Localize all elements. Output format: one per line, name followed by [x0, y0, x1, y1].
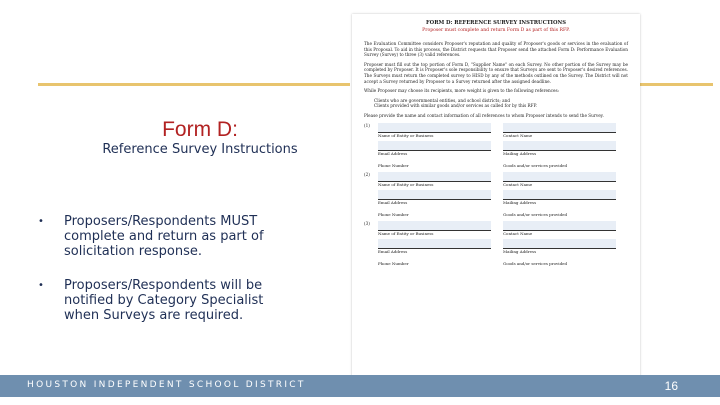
footer-bar: [0, 375, 720, 397]
fill-line: [503, 239, 616, 249]
field-label: Phone Number: [378, 162, 409, 168]
field-label: Contact Name: [503, 230, 533, 236]
field-label: Mailing Address: [503, 150, 537, 156]
fill-line: [503, 172, 616, 182]
field-label: Mailing Address: [503, 199, 537, 205]
slide-subtitle: Reference Survey Instructions: [102, 142, 298, 157]
field-label: Name of Entity or Business: [378, 132, 434, 138]
fill-line: [378, 221, 491, 231]
reference-number: (1): [364, 122, 370, 128]
form-paragraph: While Proposer may choose its recipients, more weight is given to the following references:: [364, 88, 560, 94]
bullet-text: Proposers/Respondents MUST complete and return as part of solicitation response.: [64, 214, 264, 259]
form-red-note: Proposer must complete and return Form D as part of this RFP.: [422, 28, 570, 33]
field-label: Phone Number: [378, 260, 409, 266]
form-list-item: Clients provided with similar goods and/or services as called for by this RFP.: [374, 103, 537, 109]
page-number: 16: [664, 379, 678, 393]
field-label: Email Address: [378, 199, 408, 205]
bullet-text: Proposers/Respondents will be notified by Category Specialist when Surveys are required.: [64, 278, 264, 323]
fill-line: [378, 172, 491, 182]
field-label: Goods and/or services provided: [503, 162, 568, 168]
fill-line: [378, 123, 491, 133]
form-heading: FORM D: REFERENCE SURVEY INSTRUCTIONS: [426, 20, 566, 26]
fill-line: [503, 141, 616, 151]
fill-line: [503, 221, 616, 231]
form-d-document-image: [352, 14, 640, 381]
reference-block: [364, 221, 628, 267]
field-label: Phone Number: [378, 211, 409, 217]
form-list: [374, 98, 628, 109]
bullet-icon: •: [38, 280, 44, 291]
bullet-item: [38, 278, 298, 323]
field-label: Goods and/or services provided: [503, 260, 568, 266]
reference-block: [364, 172, 628, 218]
field-label: Email Address: [378, 248, 408, 254]
field-label: Name of Entity or Business: [378, 181, 434, 187]
form-paragraph: The Evaluation Committee considers Proposer's reputation and quality of Proposer's goods or services in the evaluation of this Proposal. To aid in this process, the District requests that Proposer send the attached Form D: Performance Evaluation Survey (Survey) to three (3) valid references.: [364, 41, 628, 58]
fill-line: [503, 123, 616, 133]
reference-number: (3): [364, 220, 370, 226]
reference-number: (2): [364, 171, 370, 177]
field-label: Name of Entity or Business: [378, 230, 434, 236]
bullet-item: [38, 214, 298, 259]
fill-line: [378, 141, 491, 151]
bullet-icon: •: [38, 216, 44, 227]
reference-block: [364, 123, 628, 169]
fill-line: [503, 190, 616, 200]
field-label: Email Address: [378, 150, 408, 156]
form-instruction: Please provide the name and contact information of all references to whom Proposer intends to send the Survey.: [364, 112, 604, 118]
field-label: Contact Name: [503, 181, 533, 187]
title-rule-left: [38, 83, 350, 86]
field-label: Contact Name: [503, 132, 533, 138]
form-list-item: Clients who are governmental entities, and school districts; and: [374, 97, 511, 103]
footer-organization: HOUSTON INDEPENDENT SCHOOL DISTRICT: [27, 380, 306, 390]
fill-line: [378, 190, 491, 200]
form-paragraph: Proposer must fill out the top portion of Form D, "Supplier Name" on each Survey. No other portion of the Survey may be completed by Proposer. It is Proposer's sole responsibility to ensure that Surveys are sent to Proposer's desired references. The Surveys must return the completed survey to HISD by any of the methods outlined on the Survey. The District will not accept a Survey returned by Proposer to a Survey returned after the assigned deadline.: [364, 61, 628, 84]
field-label: Mailing Address: [503, 248, 537, 254]
fill-line: [378, 239, 491, 249]
slide-title: Form D:: [162, 118, 238, 141]
field-label: Goods and/or services provided: [503, 211, 568, 217]
bullet-list: [38, 214, 298, 342]
